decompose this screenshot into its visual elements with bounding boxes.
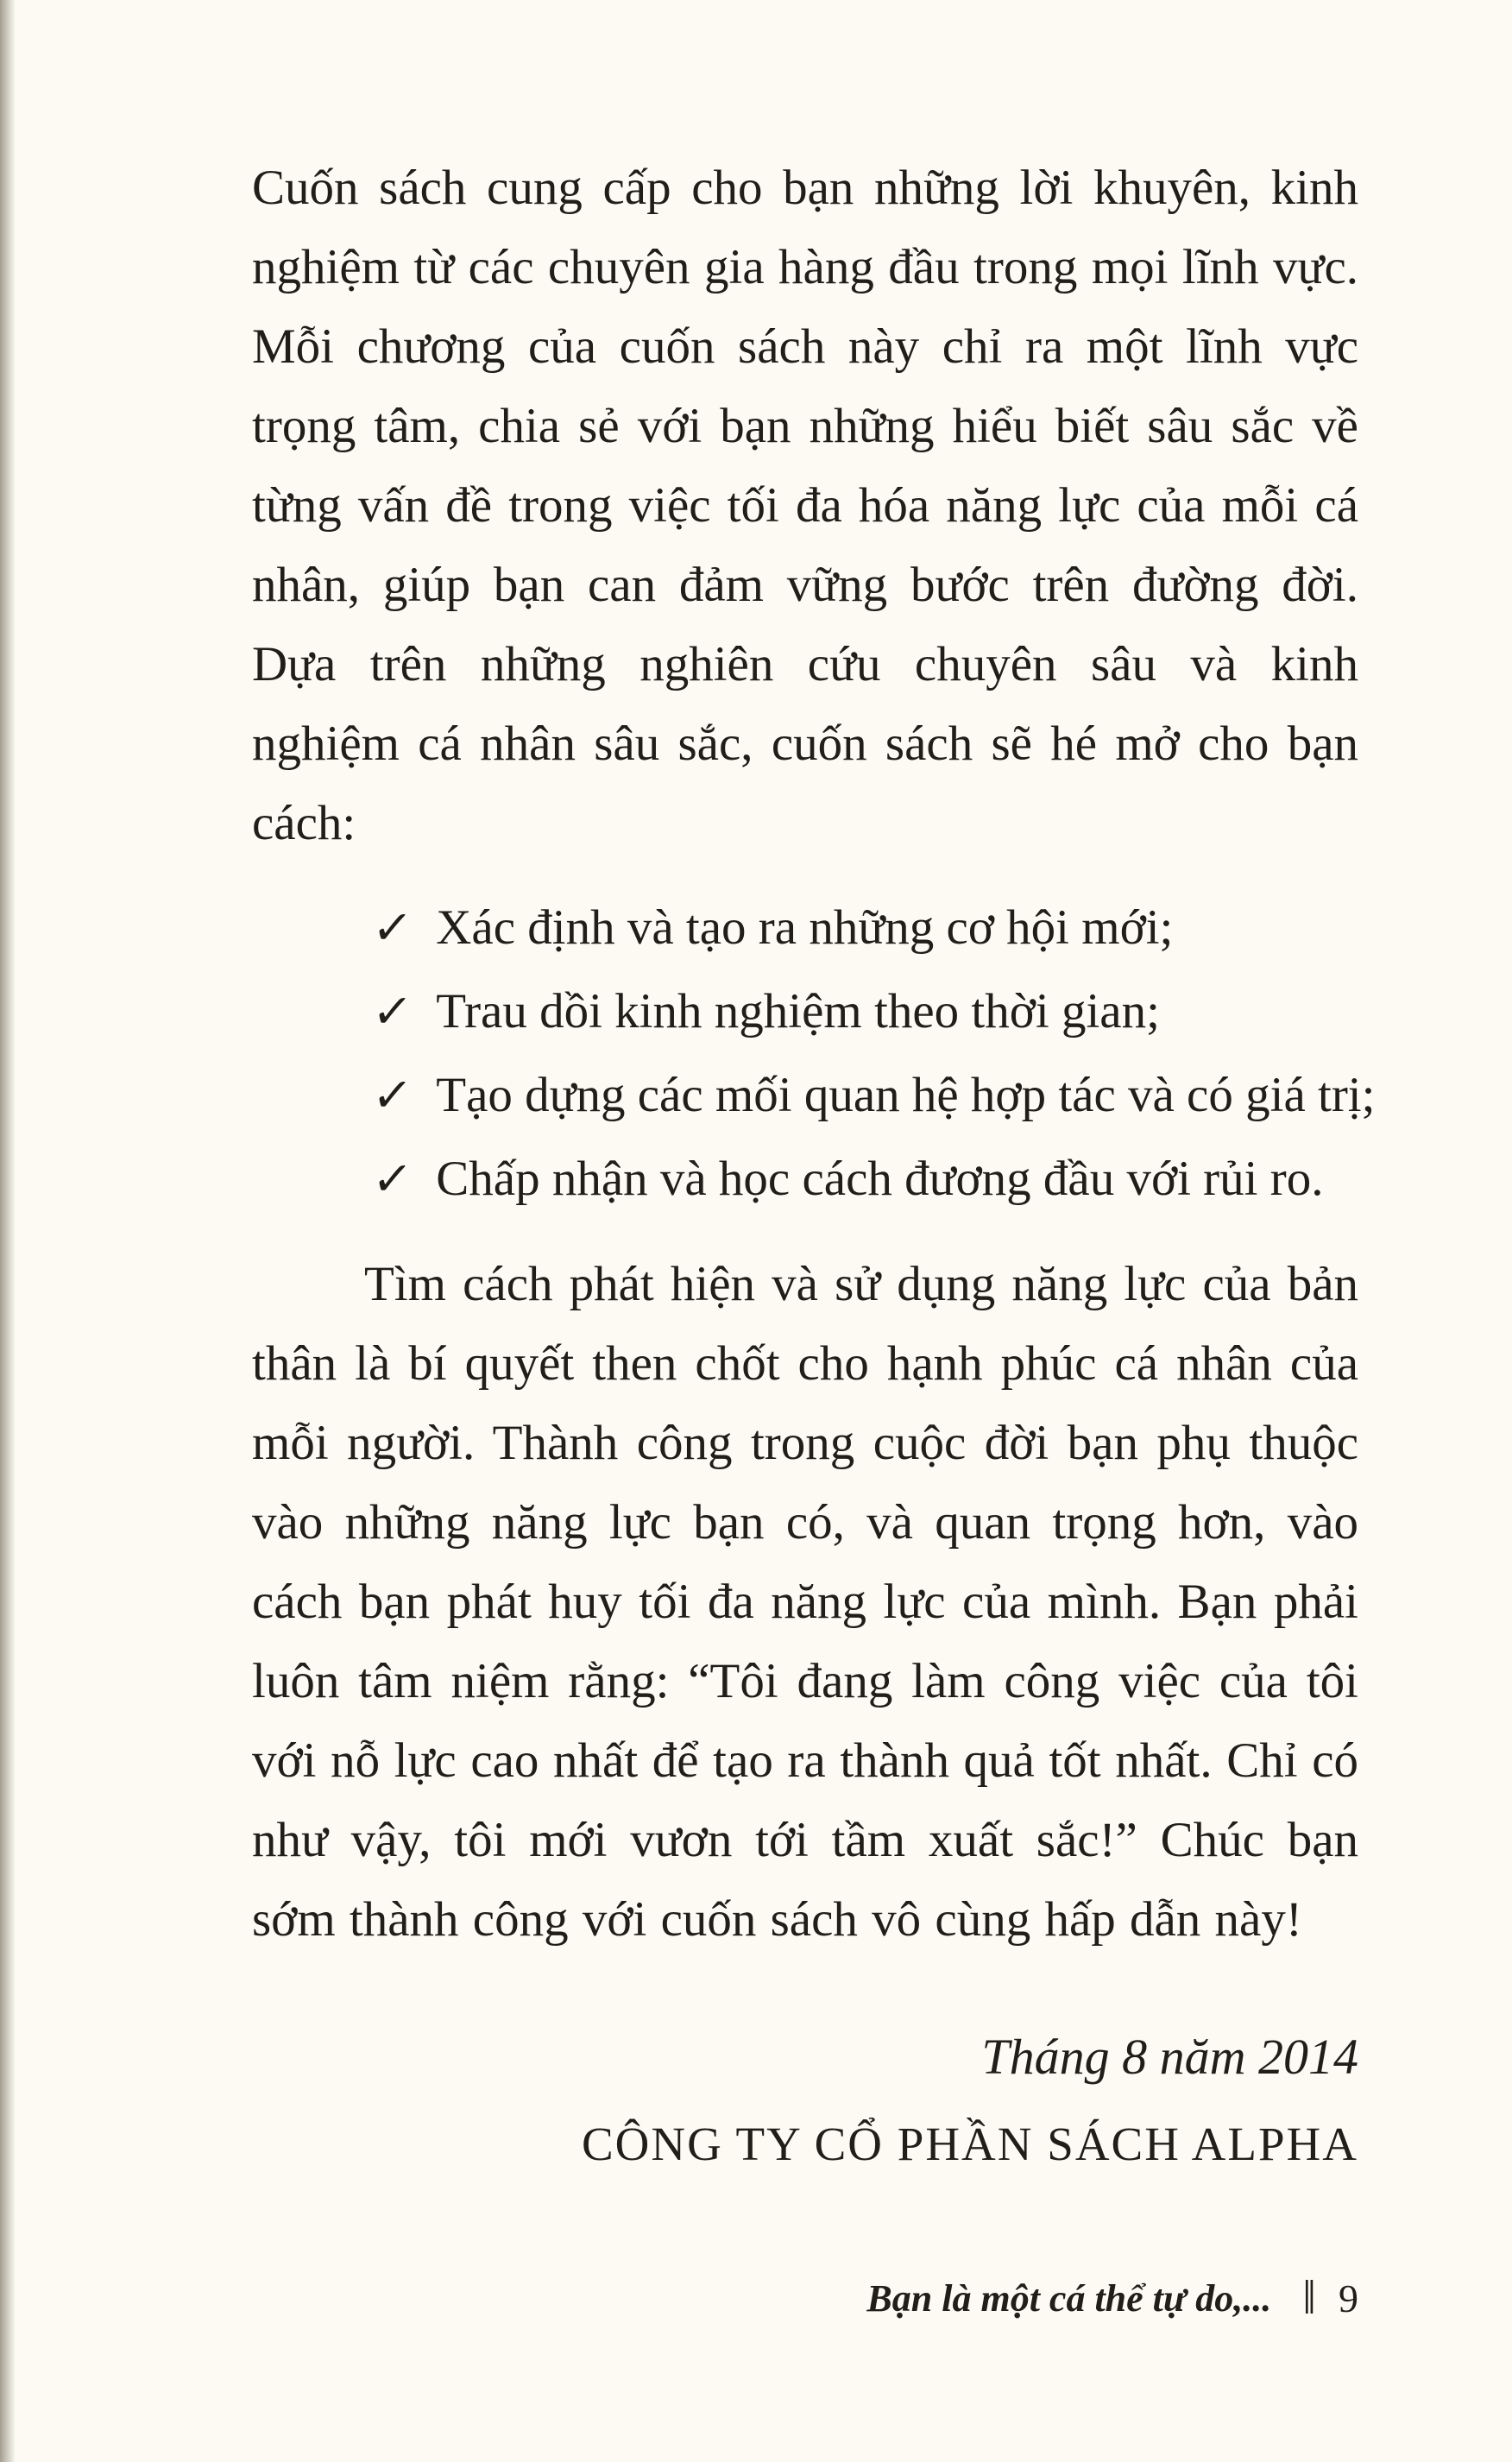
scan-edge-shadow (0, 0, 16, 2462)
signature-date: Tháng 8 năm 2014 (981, 2029, 1358, 2085)
check-icon: ✓ (369, 900, 415, 955)
page-body (252, 148, 1376, 2187)
checklist-item (369, 969, 1358, 1053)
paragraph-intro: Cuốn sách cung cấp cho bạn những lời khuyên, kinh nghiệm từ các chuyên gia hàng đầu trong mọi lĩnh vực. Mỗi chương của cuốn sách này chỉ ra một lĩnh vực trọng tâm, chia sẻ với bạn những hiểu biết sâu sắc về từng vấn đề trong việc tối đa hóa năng lực của mỗi cá nhân, giúp bạn can đảm vững bước trên đường đời. Dựa trên những nghiên cứu chuyên sâu và kinh nghiệm cá nhân sâu sắc, cuốn sách sẽ hé mở cho bạn cách: (252, 161, 1358, 850)
checklist-item (369, 1137, 1358, 1221)
checklist-item-label: Trau dồi kinh nghiệm theo thời gian; (436, 984, 1160, 1038)
checklist-item (369, 886, 1358, 969)
running-footer (866, 2270, 1358, 2326)
checklist-item-label: Xác định và tạo ra những cơ hội mới; (436, 900, 1174, 955)
footer-separator-icon: ‖ (1302, 2271, 1313, 2325)
checklist-item (369, 1053, 1376, 1137)
check-icon: ✓ (369, 984, 415, 1038)
check-icon: ✓ (369, 1152, 415, 1206)
page-number: 9 (1339, 2276, 1358, 2320)
footer-running-title: Bạn là một cá thể tự do,... (866, 2276, 1272, 2320)
signature-company: CÔNG TY CỔ PHẦN SÁCH ALPHA (581, 2118, 1358, 2170)
checklist-item-label: Tạo dựng các mối quan hệ hợp tác và có giá trị; (436, 1068, 1376, 1122)
checklist (252, 886, 1376, 1221)
signature-block (252, 2013, 1358, 2187)
check-icon: ✓ (369, 1068, 415, 1122)
paragraph-conclusion: Tìm cách phát hiện và sử dụng năng lực của bản thân là bí quyết then chốt cho hạnh phúc cá nhân của mỗi người. Thành công trong cuộc đời bạn phụ thuộc vào những năng lực bạn có, và quan trọng hơn, vào cách bạn phát huy tối đa năng lực của mình. Bạn phải luôn tâm niệm rằng: “Tôi đang làm công việc của tôi với nỗ lực cao nhất để tạo ra thành quả tốt nhất. Chỉ có như vậy, tôi mới vươn tới tầm xuất sắc!” Chúc bạn sớm thành công với cuốn sách vô cùng hấp dẫn này! (252, 1257, 1358, 1947)
checklist-item-label: Chấp nhận và học cách đương đầu với rủi ro. (436, 1152, 1324, 1206)
